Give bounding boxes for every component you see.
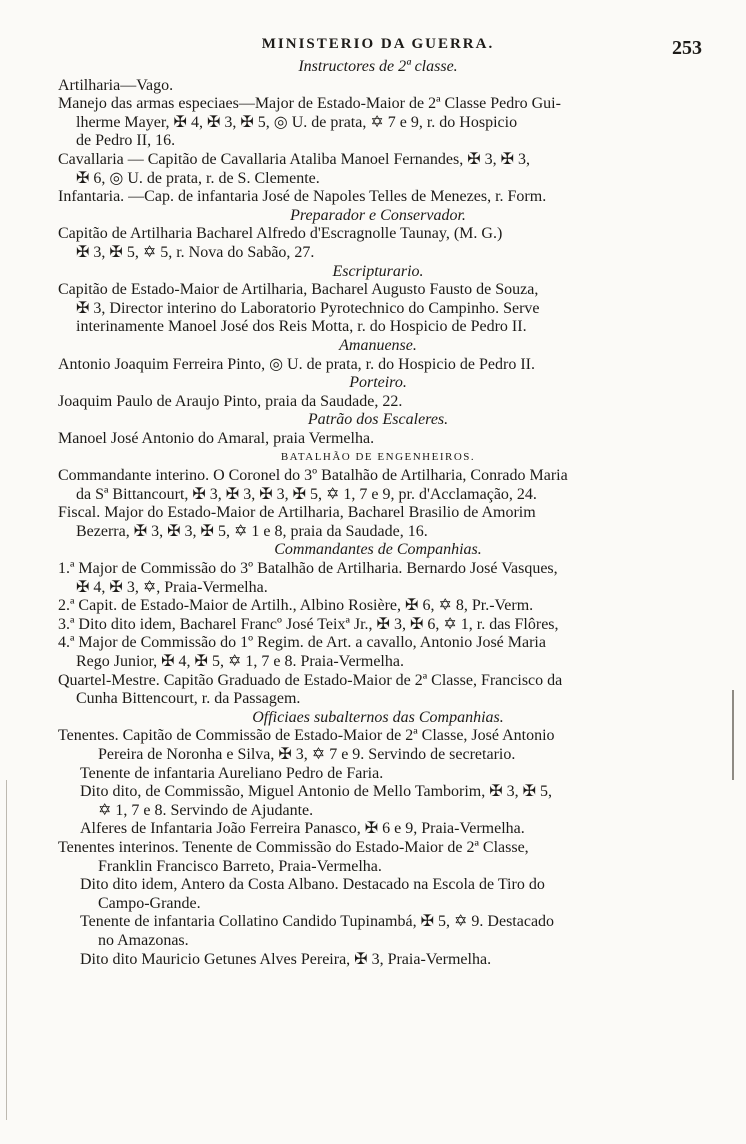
- text-line: Instructores de 2ª classe.: [298, 58, 458, 75]
- text-line: Infantaria. —Cap. de infantaria José de Napoles Telles de Menezes, r. Form.: [58, 188, 547, 206]
- right-margin-smudge: [732, 690, 734, 780]
- text-line: 3.ª Dito dito idem, Bacharel Francº José Teixª Jr., ✠ 3, ✠ 6, ✡ 1, r. das Flôres,: [58, 615, 559, 633]
- text-line: 4.ª Major de Commissão do 1º Regim. de Art. a cavallo, Antonio José Maria: [58, 634, 546, 652]
- text-line: Tenente de infantaria Collatino Candido Tupinambá, ✠ 5, ✡ 9. Destacado: [80, 913, 555, 931]
- page-header: [58, 30, 702, 59]
- text-line: Capitão de Estado-Maior de Artilharia, Bacharel Augusto Fausto de Souza,: [58, 281, 539, 299]
- text-line: interinamente Manoel José dos Reis Motta, r. do Hospicio de Pedro II.: [76, 318, 527, 336]
- text-line: Antonio Joaquim Ferreira Pinto, ◎ U. de prata, r. do Hospicio de Pedro II.: [58, 355, 535, 373]
- text-line: Amanuense.: [339, 336, 417, 354]
- text-line: ✠ 3, ✠ 5, ✡ 5, r. Nova do Sabão, 27.: [76, 243, 315, 261]
- text-line: Escripturario.: [332, 262, 424, 280]
- text-line: Campo-Grande.: [98, 894, 201, 912]
- text-line: Tenente de infantaria Aureliano Pedro de Faria.: [80, 764, 384, 782]
- text-line: de Pedro II, 16.: [76, 132, 176, 150]
- text-line: Alferes de Infantaria João Ferreira Panasco, ✠ 6 e 9, Praia-Vermelha.: [80, 820, 525, 838]
- text-line: Quartel-Mestre. Capitão Graduado de Estado-Maior de 2ª Classe, Francisco da: [58, 671, 563, 689]
- text-line: ✠ 3, Director interino do Laboratorio Pyrotechnico do Campinho. Serve: [76, 299, 540, 317]
- text-line: lherme Mayer, ✠ 4, ✠ 3, ✠ 5, ◎ U. de prata, ✡ 7 e 9, r. do Hospicio: [76, 113, 518, 131]
- text-line: Manoel José Antonio do Amaral, praia Vermelha.: [58, 429, 375, 447]
- text-line: Fiscal. Major do Estado-Maior de Artilharia, Bacharel Brasilio de Amorim: [58, 504, 536, 522]
- text-line: Tenentes. Capitão de Commissão de Estado-Maior de 2ª Classe, José Antonio: [58, 727, 555, 745]
- text-line: ✠ 4, ✠ 3, ✡, Praia-Vermelha.: [76, 578, 268, 596]
- text-line: Cunha Bittencourt, r. da Passagem.: [76, 690, 301, 708]
- text-line: BATALHÃO DE ENGENHEIROS.: [280, 451, 476, 464]
- text-line: da Sª Bittancourt, ✠ 3, ✠ 3, ✠ 3, ✠ 5, ✡ 1, 7 e 9, pr. d'Acclamação, 24.: [76, 485, 537, 503]
- text-line: Preparador e Conservador.: [290, 206, 466, 224]
- text-line: Tenentes interinos. Tenente de Commissão do Estado-Maior de 2ª Classe,: [58, 838, 529, 856]
- text-line: Artilharia—Vago.: [58, 76, 174, 94]
- text-line: Dito dito idem, Antero da Costa Albano. Destacado na Escola de Tiro do: [80, 876, 545, 894]
- text-line: Patrão dos Escaleres.: [307, 411, 449, 429]
- text-line: Franklin Francisco Barreto, Praia-Vermelha.: [98, 857, 382, 875]
- page-number: 253: [672, 37, 702, 59]
- text-line: Pereira de Noronha e Silva, ✠ 3, ✡ 7 e 9. Servindo de secretario.: [98, 745, 516, 763]
- left-margin-rule: [6, 780, 7, 1120]
- text-line: Dito dito Mauricio Getunes Alves Pereira, ✠ 3, Praia-Vermelha.: [80, 950, 492, 968]
- text-line: Joaquim Paulo de Araujo Pinto, praia da Saudade, 22.: [58, 392, 403, 410]
- page-title: MINISTERIO DA GUERRA.: [261, 36, 495, 52]
- text-line: 1.ª Major de Commissão do 3º Batalhão de Artilharia. Bernardo José Vasques,: [58, 560, 558, 578]
- text-line: Commandante interino. O Coronel do 3º Batalhão de Artilharia, Conrado Maria: [58, 467, 568, 485]
- text-line: Porteiro.: [349, 374, 407, 392]
- text-line: 2.ª Capit. de Estado-Maior de Artilh., Albino Rosière, ✠ 6, ✡ 8, Pr.-Verm.: [58, 597, 534, 615]
- text-line: Officiaes subalternos das Companhias.: [252, 708, 504, 726]
- text-line: Bezerra, ✠ 3, ✠ 3, ✠ 5, ✡ 1 e 8, praia da Saudade, 16.: [76, 522, 428, 540]
- text-line: Dito dito, de Commissão, Miguel Antonio de Mello Tamborim, ✠ 3, ✠ 5,: [80, 783, 553, 801]
- text-line: Commandantes de Companhias.: [274, 541, 482, 559]
- text-line: Cavallaria — Capitão de Cavallaria Ataliba Manoel Fernandes, ✠ 3, ✠ 3,: [58, 150, 531, 168]
- text-line: Manejo das armas especiaes—Major de Estado-Maior de 2ª Classe Pedro Gui-: [58, 95, 561, 113]
- text-line: ✠ 6, ◎ U. de prata, r. de S. Clemente.: [76, 169, 320, 187]
- text-line: ✡ 1, 7 e 8. Servindo de Ajudante.: [98, 801, 314, 819]
- text-line: Rego Junior, ✠ 4, ✠ 5, ✡ 1, 7 e 8. Praia-Vermelha.: [76, 653, 404, 670]
- document-body: [58, 58, 698, 969]
- text-line: no Amazonas.: [98, 931, 189, 949]
- text-line: Capitão de Artilharia Bacharel Alfredo d'Escragnolle Taunay, (M. G.): [58, 225, 503, 243]
